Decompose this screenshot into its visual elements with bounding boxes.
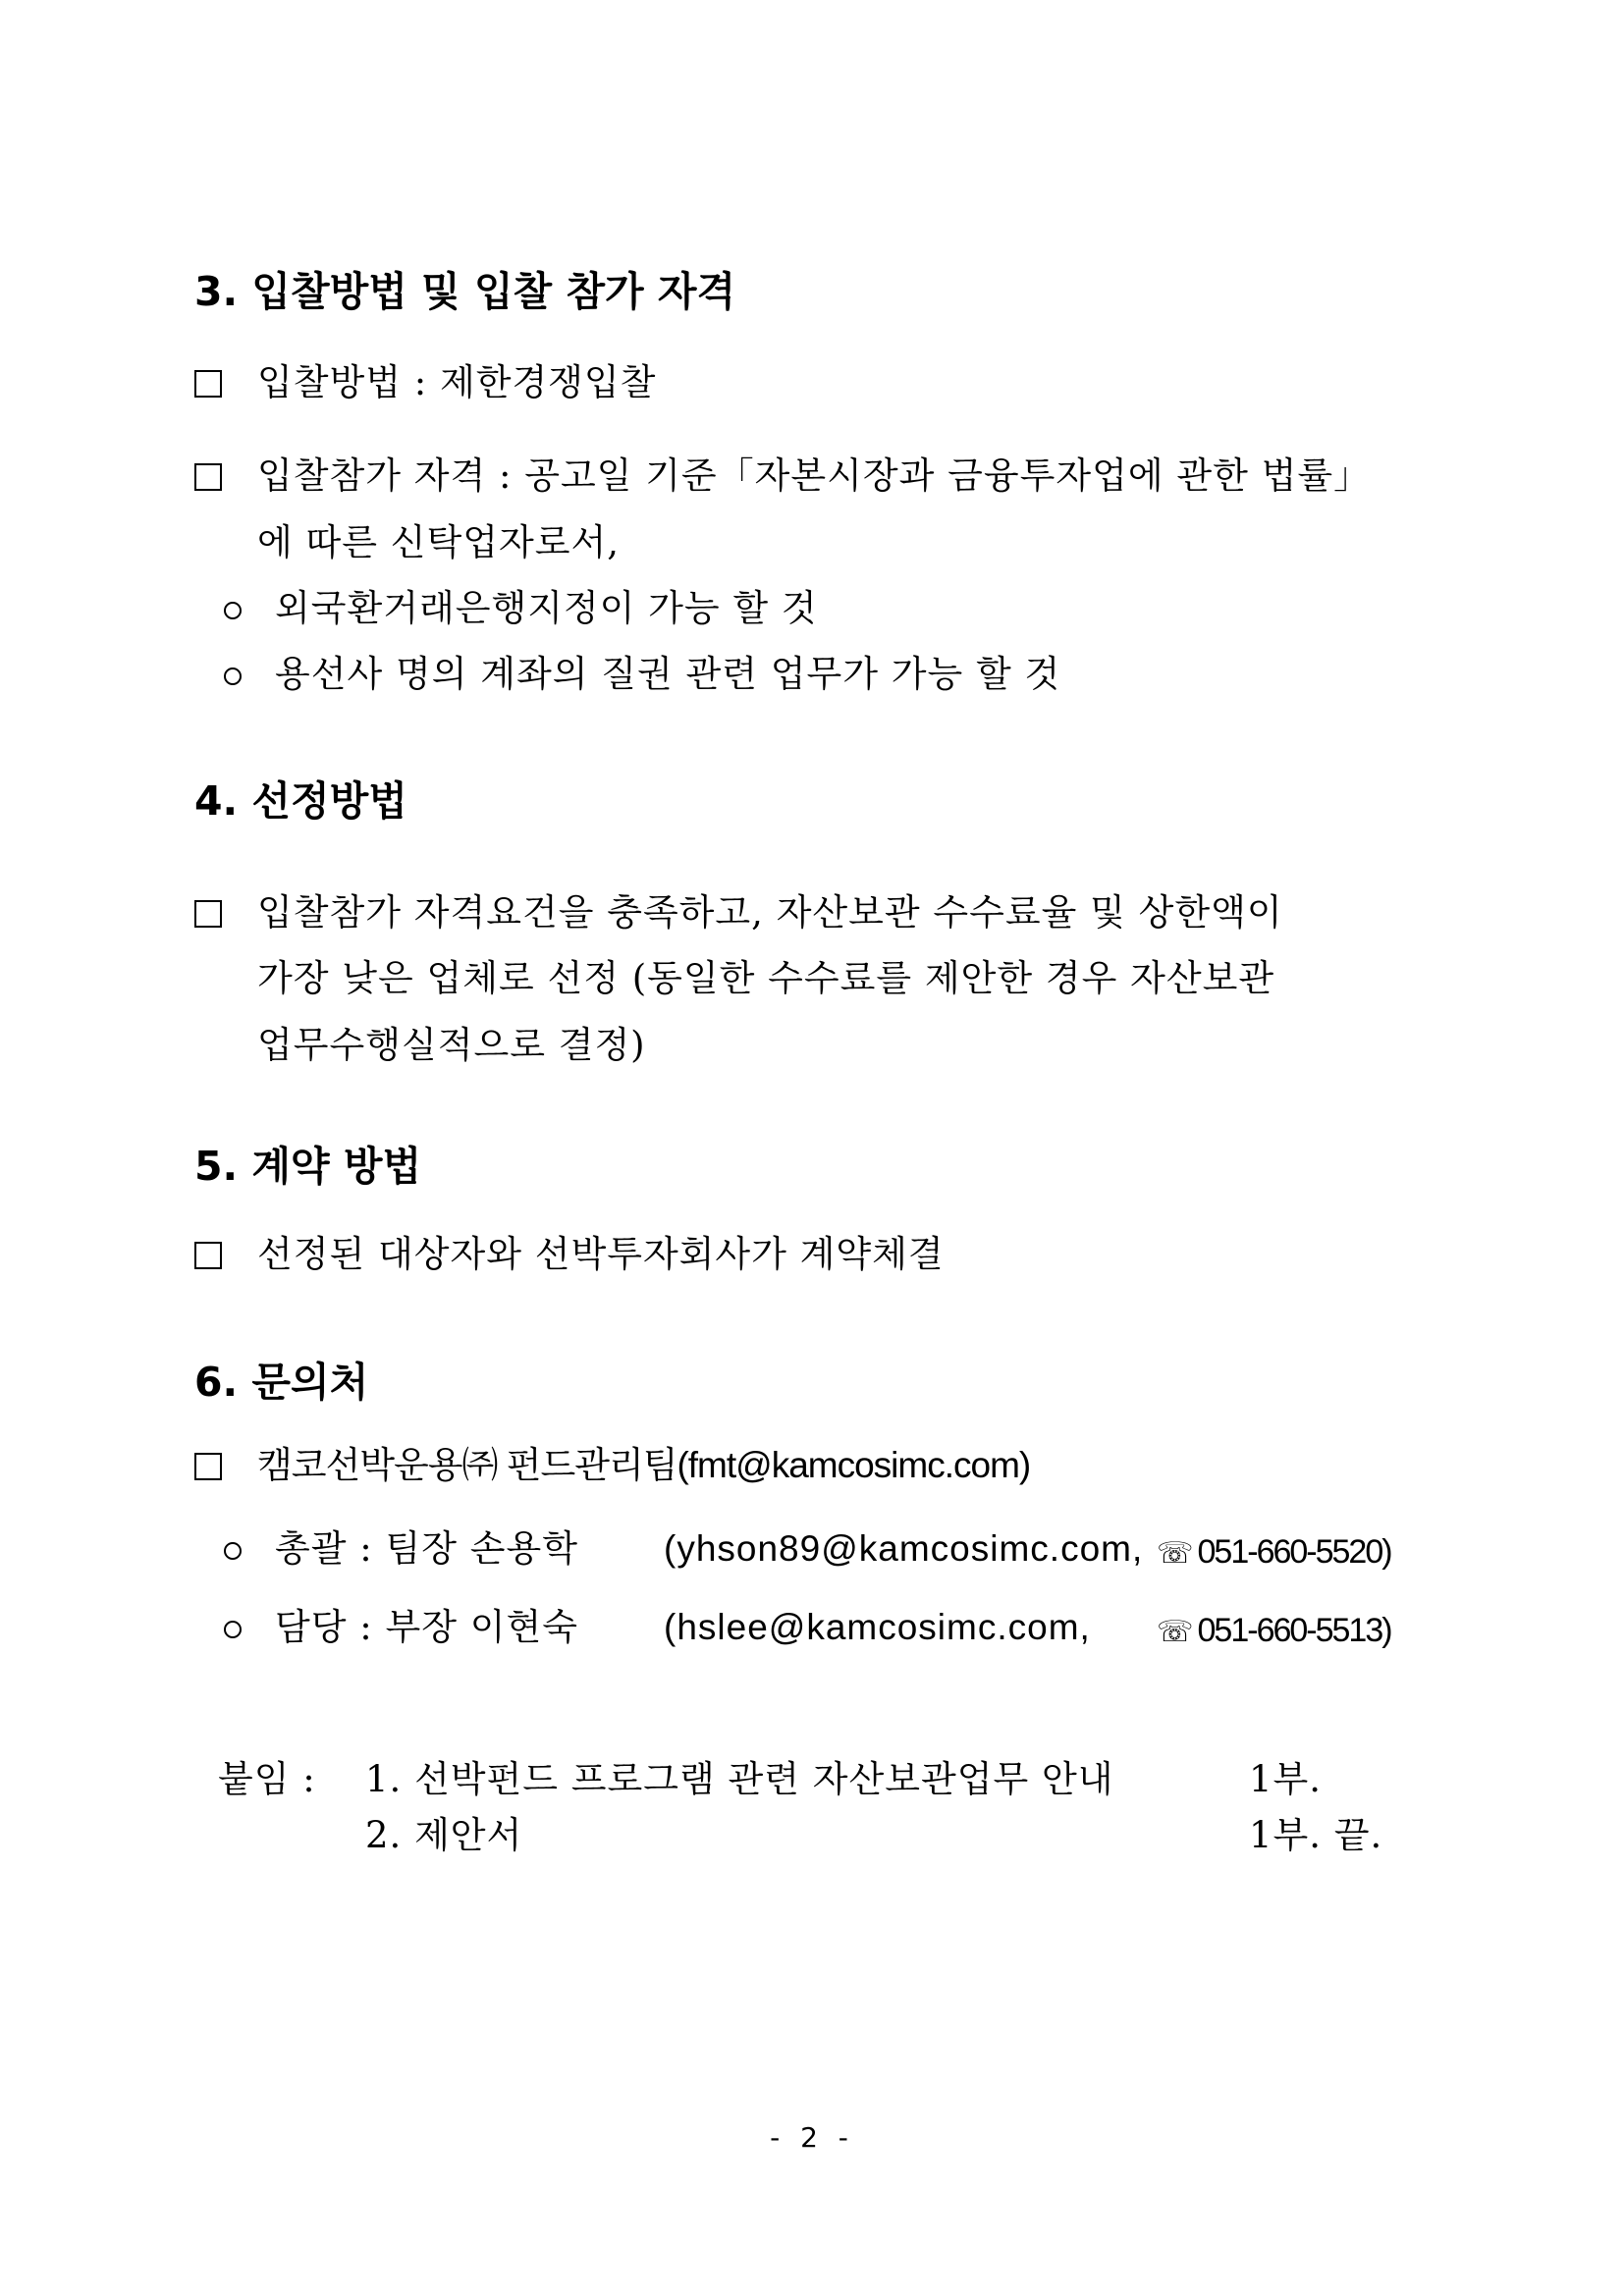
contact-2-label: 담당 : 부장 이현숙 [275, 1606, 578, 1648]
bid-qualification-line1: 입찰참가 자격 : 공고일 기준「자본시장과 금융투자업에 관한 법률」 [257, 454, 1372, 497]
attachment-2: 2. 제안서 [365, 1814, 523, 1856]
bid-method-text: 입찰방법 : 제한경쟁입찰 [257, 361, 657, 403]
attachment-1-count: 1부. [1249, 1758, 1323, 1800]
page-number: - 2 - [770, 2121, 854, 2154]
checkbox-square-icon [194, 463, 222, 491]
bullet-circle-icon [224, 602, 242, 619]
attachments-label: 붙임 : [218, 1758, 316, 1800]
section-3-heading: 3. 입찰방법 및 입찰 참가 자격 [194, 268, 736, 315]
contact-1-email: (yhson89@kamcosimc.com, [664, 1528, 1144, 1569]
section-5-heading: 5. 계약 방법 [194, 1143, 422, 1190]
contact-1-phone [1157, 1527, 1391, 1578]
telephone-icon: ☏ [1157, 1536, 1194, 1571]
qualification-sub-text-2: 용선사 명의 계좌의 질권 관련 업무가 가능 할 것 [275, 653, 1061, 695]
attachment-2-count: 1부. 끝. [1249, 1814, 1383, 1856]
bullet-circle-icon [224, 667, 242, 685]
checkbox-square-icon [194, 1453, 222, 1480]
checkbox-square-icon [194, 370, 222, 398]
selection-method-line2: 가장 낮은 업체로 선정 (동일한 수수료를 제안한 경우 자산보관 [257, 957, 1275, 999]
qualification-sub-text-1: 외국환거래은행지정이 가능 할 것 [275, 587, 818, 629]
contact-org-text: 캠코선박운용㈜ 펀드관리팀(fmt@kamcosimc.com) [257, 1445, 1031, 1485]
bid-qualification-line2: 에 따른 신탁업자로서, [257, 521, 620, 563]
contact-2-email: (hslee@kamcosimc.com, [664, 1607, 1091, 1647]
contact-1-label: 총괄 : 팀장 손용학 [275, 1527, 578, 1570]
attachment-1: 1. 선박펀드 프로그램 관련 자산보관업무 안내 [365, 1758, 1114, 1800]
contact-2-phone-number: 051-660-5513) [1197, 1612, 1391, 1649]
bullet-circle-icon [224, 1621, 242, 1638]
bullet-circle-icon [224, 1542, 242, 1560]
checkbox-square-icon [194, 900, 222, 928]
contract-method-text: 선정된 대상자와 선박투자회사가 계약체결 [257, 1233, 945, 1275]
contact-2-phone [1157, 1606, 1391, 1657]
telephone-icon: ☏ [1157, 1615, 1194, 1649]
section-4-heading: 4. 선정방법 [194, 777, 407, 825]
selection-method-line3: 업무수행실적으로 결정) [257, 1024, 646, 1066]
checkbox-square-icon [194, 1242, 222, 1269]
section-6-heading: 6. 문의처 [194, 1359, 369, 1406]
contact-1-phone-number: 051-660-5520) [1197, 1533, 1391, 1571]
selection-method-line1: 입찰참가 자격요건을 충족하고, 자산보관 수수료율 및 상한액이 [257, 891, 1283, 934]
